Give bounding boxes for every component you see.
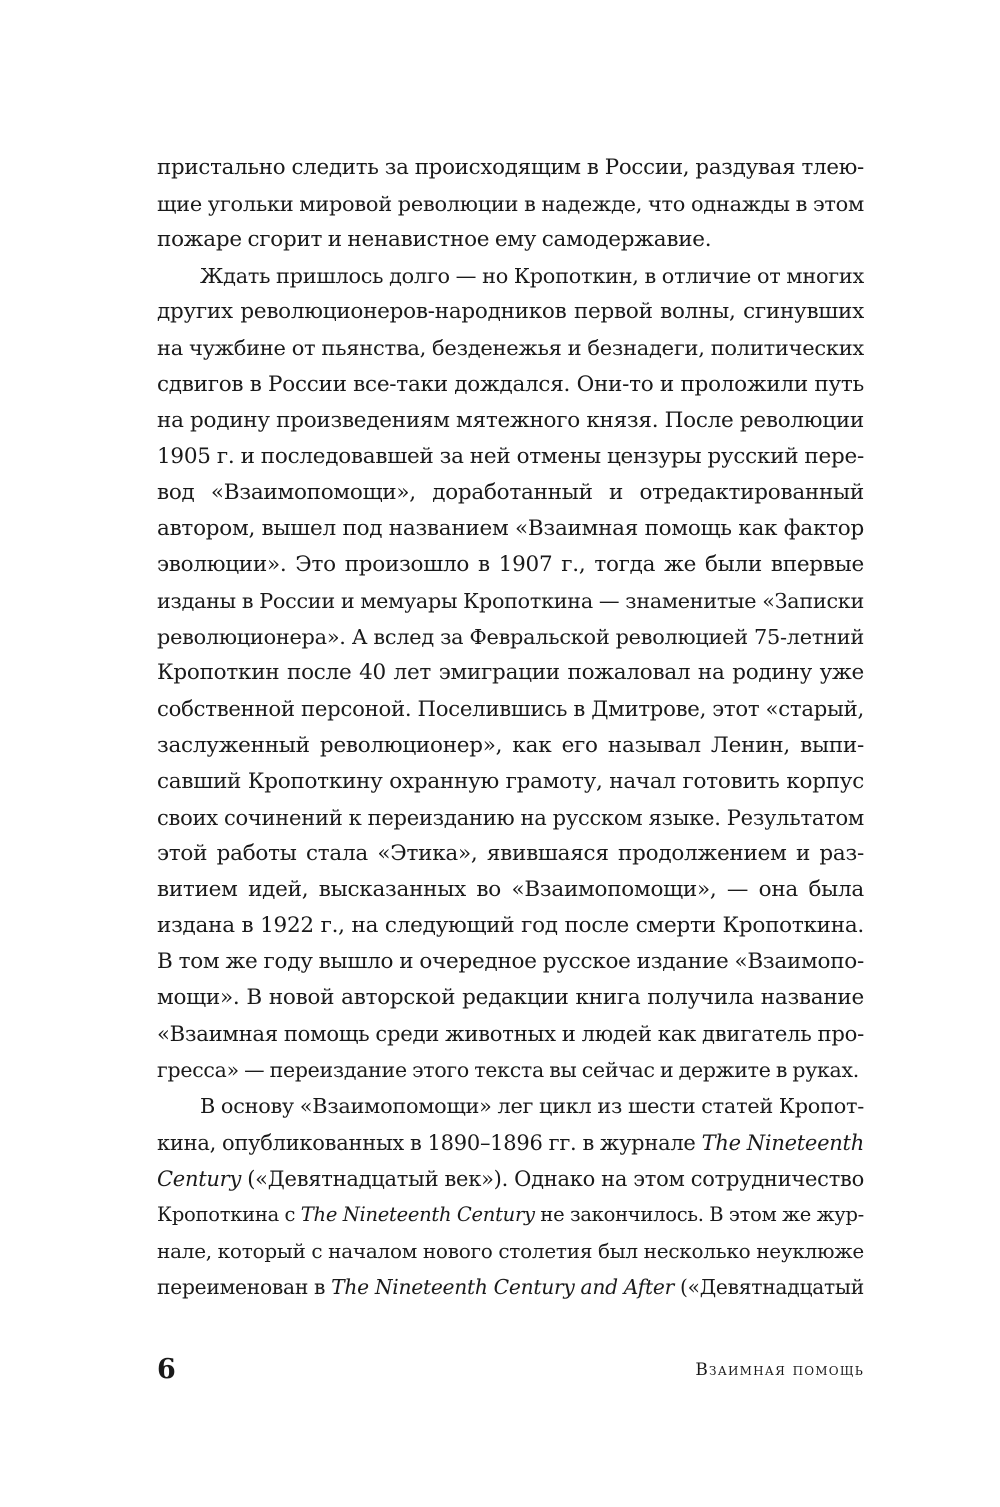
journal-title: The Nineteenth Century <box>300 1202 535 1226</box>
text-segment: («Девятнадцатый век»). Однако на этом сотрудничество <box>241 1166 864 1191</box>
text-line: нале, который с началом нового столетия был несколько неуклюже <box>157 1238 864 1263</box>
journal-title: The Nineteenth Century and After <box>331 1274 675 1299</box>
running-title: Взаимная помощь <box>695 1360 864 1380</box>
page-number: 6 <box>157 1354 176 1385</box>
text-line: пожаре сгорит и ненавистное ему самодержавие. <box>157 227 712 253</box>
text-line: Кропоткин после 40 лет эмиграции пожаловал на родину уже <box>157 660 864 686</box>
text-line: мощи». В новой авторской редакции книга получила название <box>157 985 864 1011</box>
text-line: 1905 г. и последовавшей за ней отмены цензуры русский пере- <box>157 443 864 469</box>
text-line: щие угольки мировой революции в надежде, что однажды в этом <box>157 192 864 217</box>
text-segment: Кропоткина с <box>157 1202 301 1226</box>
journal-title: Century <box>157 1166 242 1191</box>
text-line: В том же году вышло и очередное русское издание «Взаимопо- <box>157 949 864 975</box>
journal-title: The Nineteenth <box>701 1130 864 1155</box>
main-text <box>157 150 864 1305</box>
text-line: собственной персоной. Поселившись в Дмитрове, этот «старый, <box>157 696 864 722</box>
text-segment: кина, опубликованных в 1890–1896 гг. в журнале <box>157 1130 702 1155</box>
text-line: издана в 1922 г., на следующий год после смерти Кропоткина. <box>157 912 864 938</box>
text-line: вод «Взаимопомощи», доработанный и отредактированный <box>157 479 864 505</box>
text-segment: не закончилось. В этом же жур- <box>534 1202 865 1226</box>
text-line <box>157 1161 864 1197</box>
text-line: заслуженный революционер», как его называл Ленин, выпи- <box>157 732 864 758</box>
text-line: автором, вышел под названием «Взаимная помощь как фактор <box>157 515 864 541</box>
text-line: на чужбине от пьянства, безденежья и безнадеги, политических <box>157 336 864 361</box>
text-line: эволюции». Это произошло в 1907 г., тогда же были впервые <box>157 552 864 578</box>
text-line: витием идей, высказанных во «Взаимопомощи», — она была <box>157 876 864 902</box>
text-line: революционера». А вслед за Февральской революцией 75-летний <box>157 625 864 650</box>
text-segment: («Девятнадцатый <box>674 1274 864 1299</box>
text-line: изданы в России и мемуары Кропоткина — знаменитые «Записки <box>157 589 864 614</box>
text-line: сдвигов в России все-таки дождался. Они-то и проложили путь <box>157 371 864 397</box>
text-line: Ждать пришлось долго — но Кропоткин, в отличие от многих <box>200 264 864 289</box>
text-segment: переименован в <box>157 1274 332 1299</box>
text-line: других революционеров-народников первой волны, сгинувших <box>157 299 864 325</box>
text-line: В основу «Взаимопомощи» лег цикл из шести статей Кропот- <box>200 1094 864 1119</box>
text-line: на родину произведениям мятежного князя. После революции <box>157 407 864 433</box>
text-line: савший Кропоткину охранную грамоту, начал готовить корпус <box>157 768 864 794</box>
page-footer <box>157 1350 864 1390</box>
text-line: этой работы стала «Этика», явившаяся продолжением и раз- <box>157 840 864 866</box>
text-line <box>157 1197 864 1233</box>
text-line <box>157 1269 864 1305</box>
text-line: гресса» — переиздание этого текста вы сейчас и держите в руках. <box>157 1058 860 1083</box>
text-line: «Взаимная помощь среди животных и людей как двигатель про- <box>157 1021 864 1047</box>
text-line: пристально следить за происходящим в России, раздувая тлею- <box>157 155 864 180</box>
text-line: своих сочинений к переизданию на русском языке. Результатом <box>157 804 864 830</box>
text-line <box>157 1125 864 1161</box>
